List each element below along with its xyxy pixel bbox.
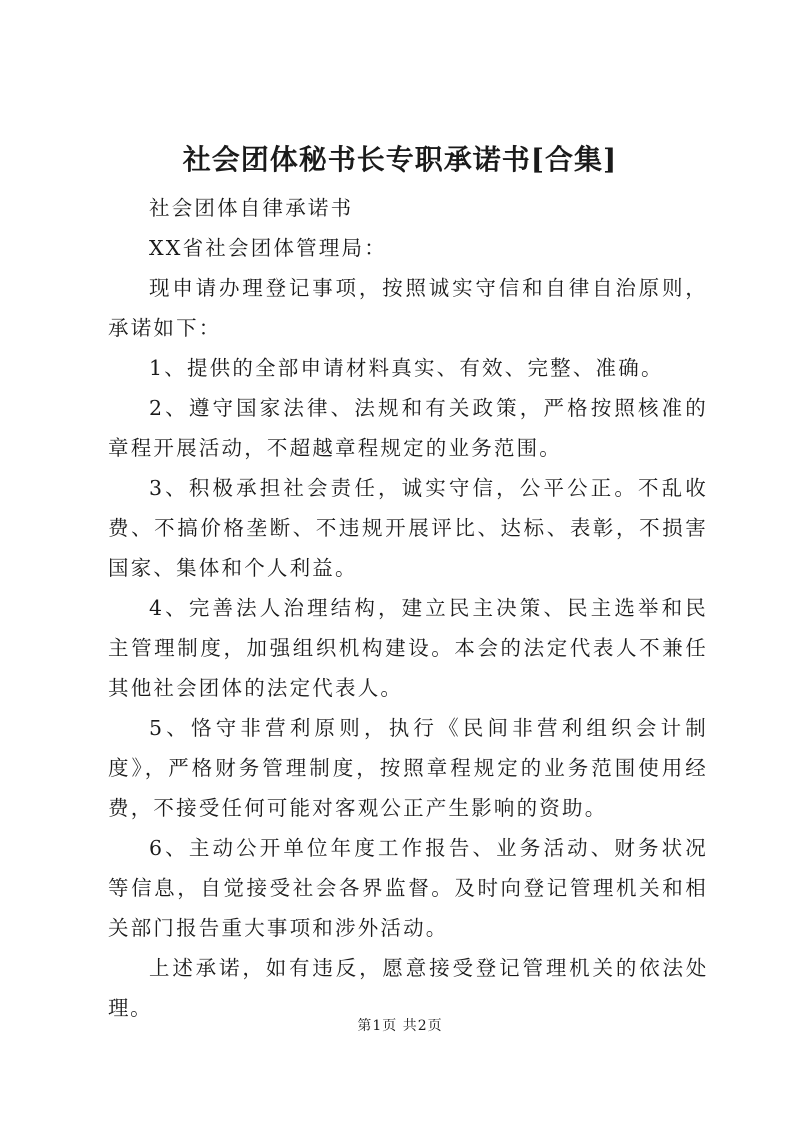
paragraph-item-5: 5、恪守非营利原则，执行《民间非营利组织会计制度》，严格财务管理制度，按照章程规定的业务范围使用经费，不接受任何可能对客观公正产生影响的资助。 <box>108 716 708 820</box>
paragraph-addressee: XX省社会团体管理局： <box>149 236 387 260</box>
page-number-footer: 第1页 共2页 <box>357 1018 443 1034</box>
paragraph-item-4: 4、完善法人治理结构，建立民主决策、民主选举和民主管理制度，加强组织机构建设。本会的法定代表人不兼任其他社会团体的法定代表人。 <box>108 596 708 700</box>
paragraph-item-1: 1、提供的全部申请材料真实、有效、完整、准确。 <box>149 356 664 380</box>
document-body <box>108 188 708 1028</box>
paragraph-item-3: 3、积极承担社会责任，诚实守信，公平公正。不乱收费、不搞价格垄断、不违规开展评比、达标、表彰，不损害国家、集体和个人利益。 <box>108 476 708 580</box>
paragraph-intro: 现申请办理登记事项，按照诚实守信和自律自治原则，承诺如下： <box>108 276 708 340</box>
paragraph-item-2: 2、遵守国家法律、法规和有关政策，严格按照核准的章程开展活动，不超越章程规定的业务范围。 <box>108 396 708 460</box>
paragraph-subtitle: 社会团体自律承诺书 <box>149 196 354 220</box>
paragraph-item-6: 6、主动公开单位年度工作报告、业务活动、财务状况等信息，自觉接受社会各界监督。及时向登记管理机关和相关部门报告重大事项和涉外活动。 <box>108 836 708 940</box>
paragraph-closing: 上述承诺，如有违反，愿意接受登记管理机关的依法处理。 <box>108 956 708 1020</box>
page-title: 社会团体秘书长专职承诺书[合集] <box>182 143 618 176</box>
